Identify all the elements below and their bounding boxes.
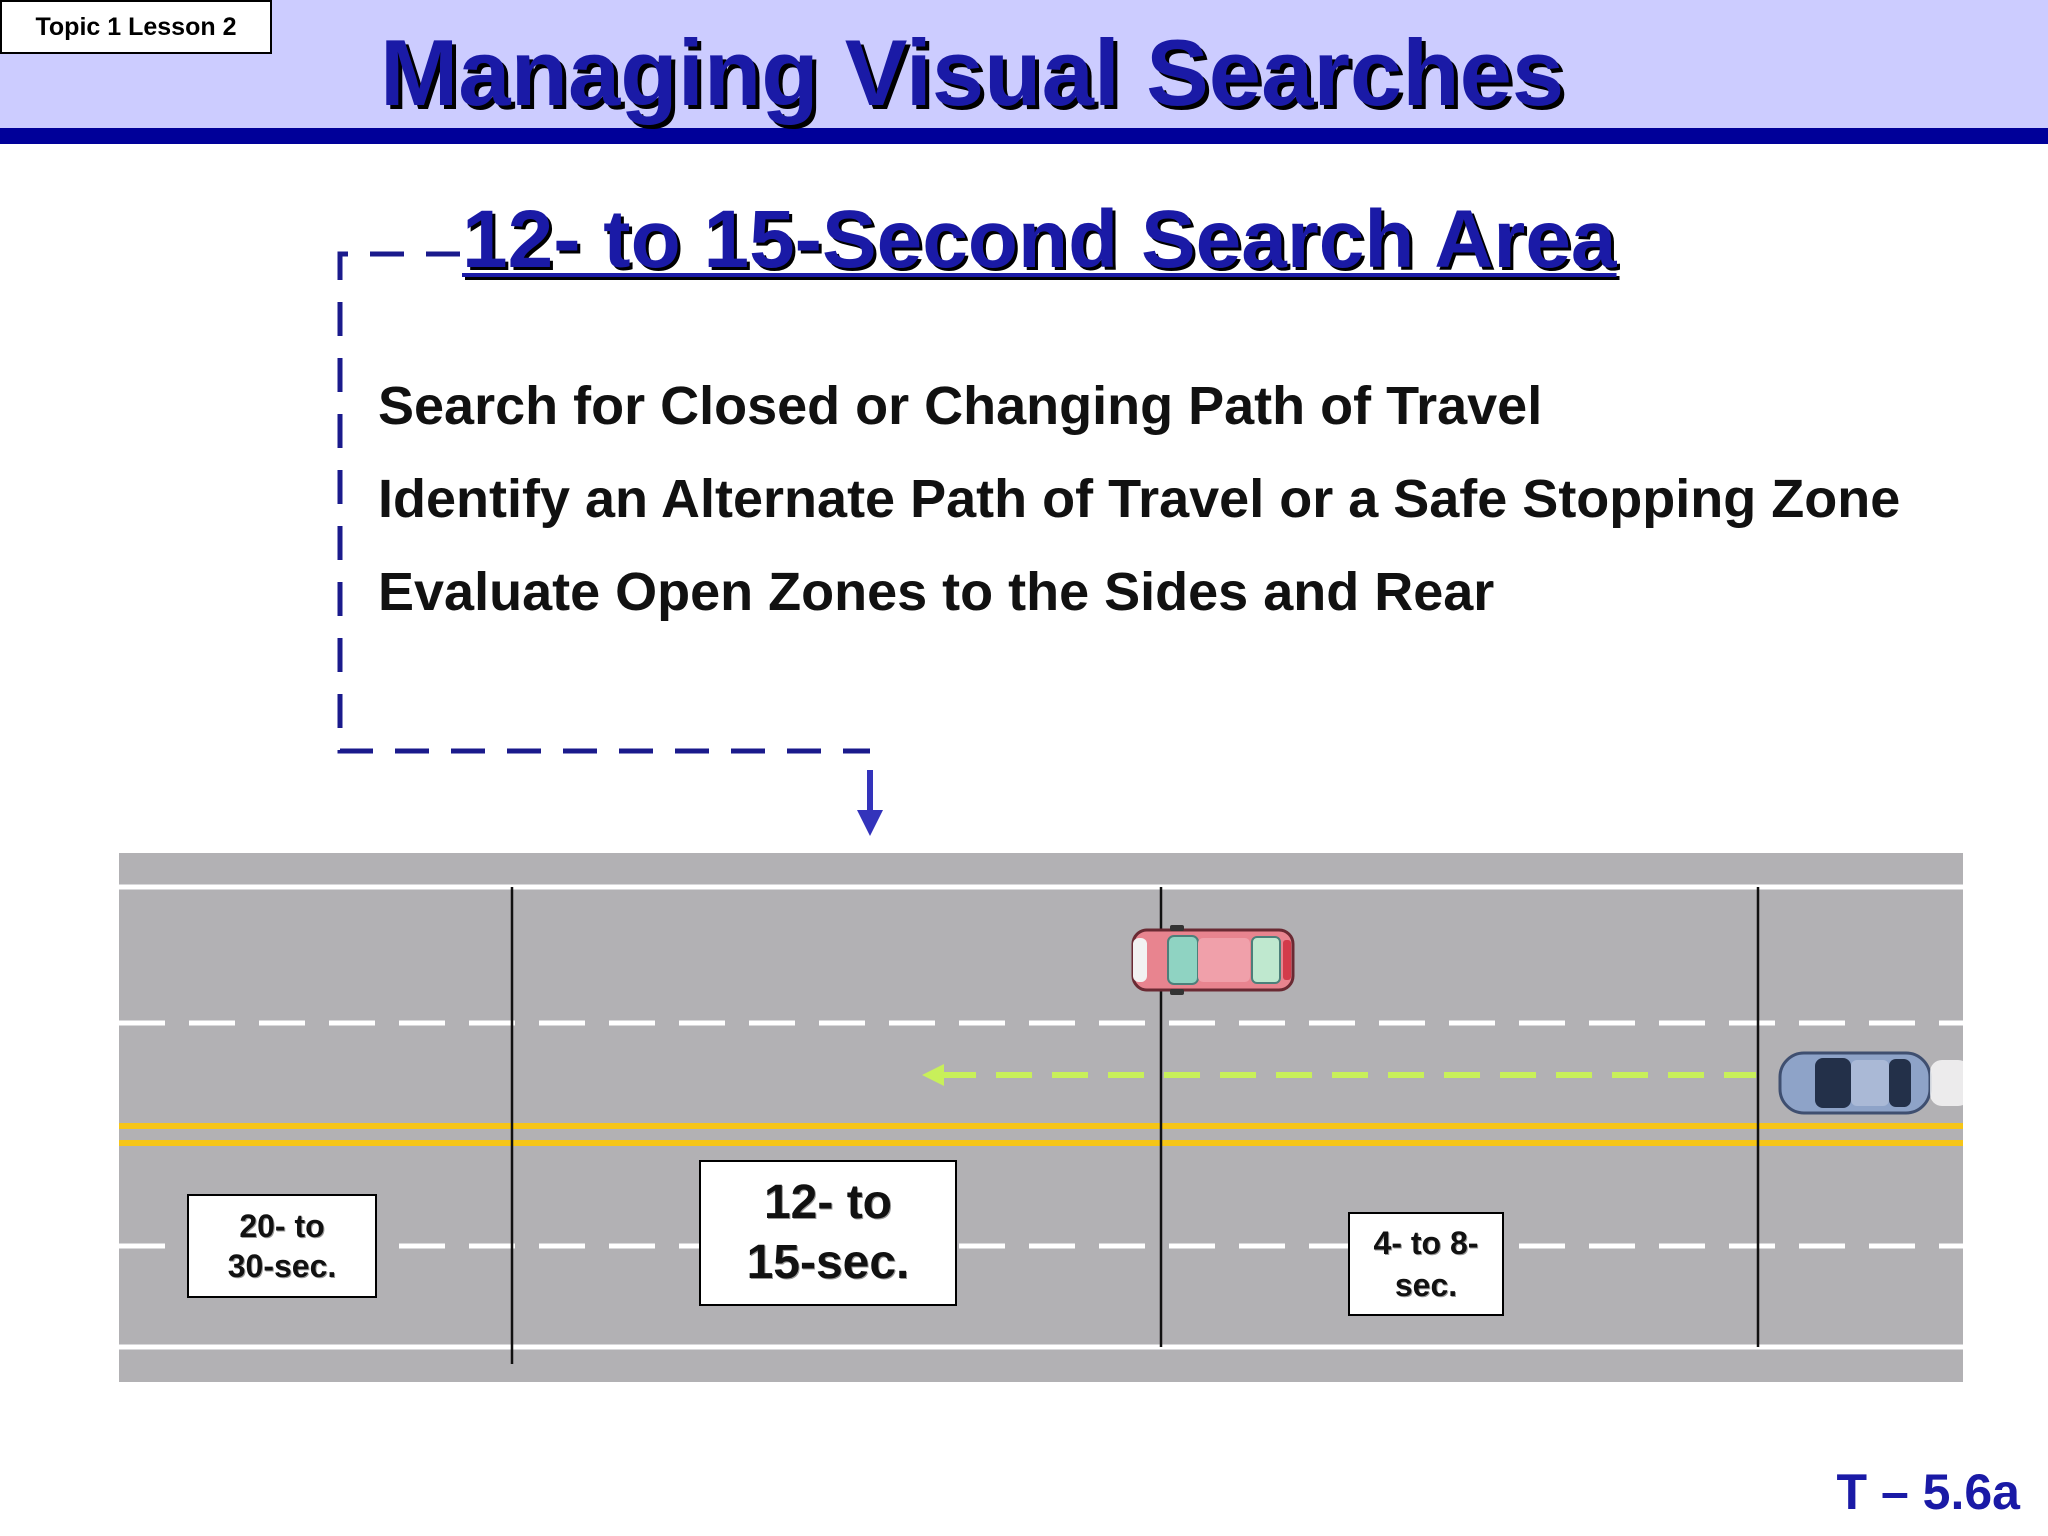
zone-label-20-30-sec <box>187 1194 377 1298</box>
bullet-item: Identify an Alternate Path of Travel or a Safe Stopping Zone <box>378 469 1901 529</box>
zone-label-line: 4- to 8- <box>1373 1225 1479 1261</box>
search-area-bracket <box>340 254 870 751</box>
zone-label-line: sec. <box>1394 1267 1458 1303</box>
slide-title: Managing Visual Searches <box>380 20 1565 125</box>
zone-label-line: 15-sec. <box>746 1236 910 1289</box>
zone-label-line: 20- to <box>239 1208 325 1244</box>
blue-car-icon <box>1780 1053 1970 1113</box>
bullet-item: Search for Closed or Changing Path of Travel <box>378 376 1543 436</box>
section-subtitle: 12- to 15-Second Search Area <box>462 194 1617 285</box>
bullet-item: Evaluate Open Zones to the Sides and Rear <box>378 562 1495 622</box>
red-car-icon <box>1133 925 1293 995</box>
zone-label-line: 30-sec. <box>227 1248 337 1284</box>
road-surface <box>119 853 1963 1382</box>
zone-label-line: 12- to <box>763 1176 892 1229</box>
slide-number: T – 5.6a <box>1836 1464 2020 1520</box>
pointer-arrow-head <box>857 810 883 836</box>
zone-label-12-15-sec <box>699 1160 957 1306</box>
zone-label-4-8-sec <box>1348 1212 1504 1316</box>
topic-badge: Topic 1 Lesson 2 <box>0 0 272 54</box>
